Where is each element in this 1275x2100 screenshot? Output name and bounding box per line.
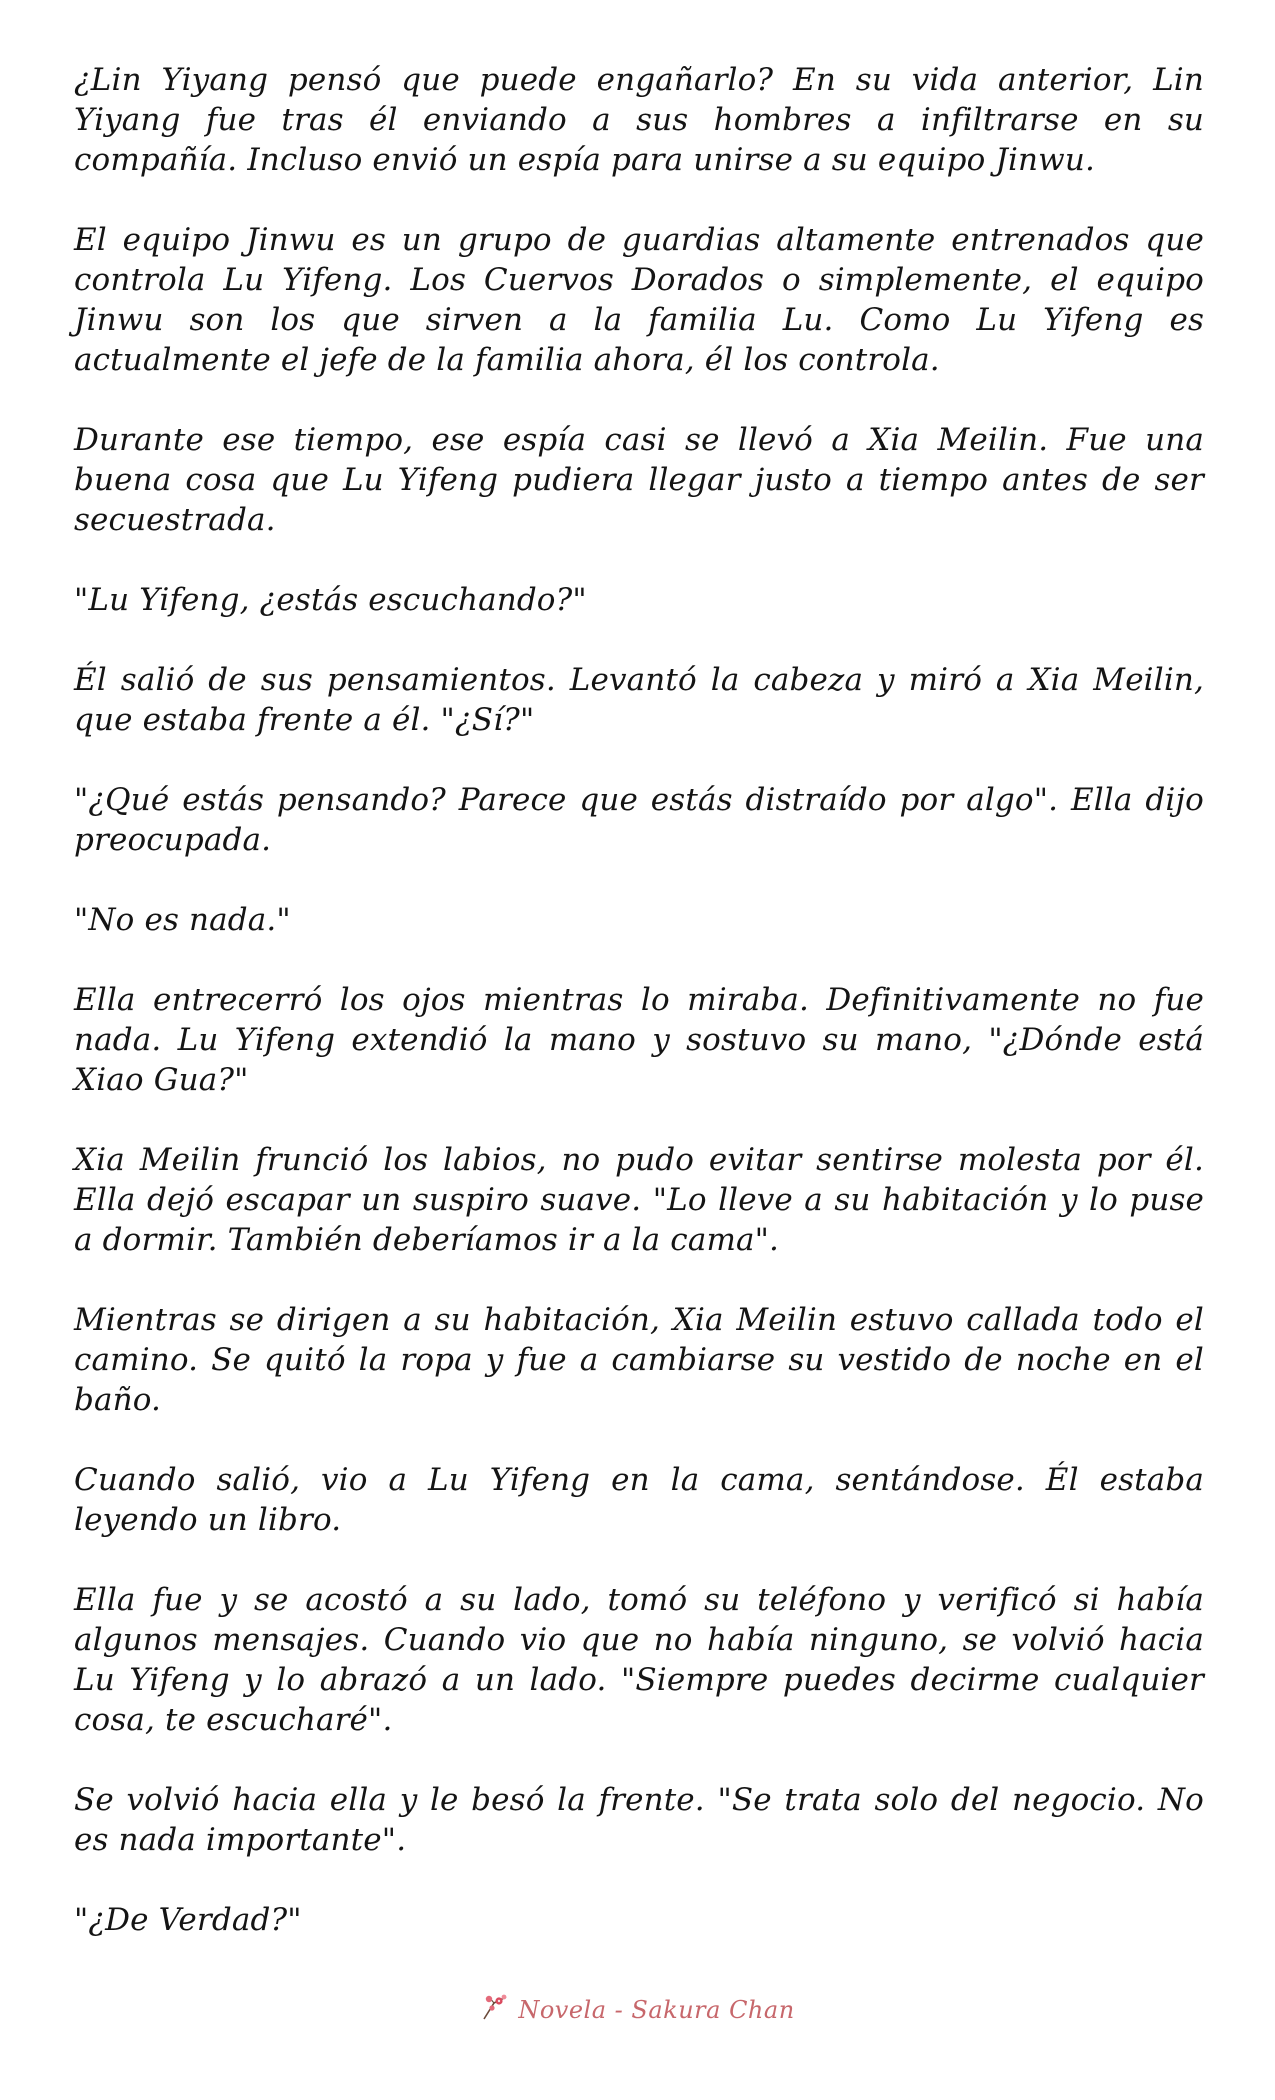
paragraph: "No es nada." xyxy=(74,902,291,938)
footer-text: Novela - Sakura Chan xyxy=(518,1995,795,2024)
paragraph: ¿Lin Yiyang pensó que puede engañarlo? En su vida anterior, Lin Yiyang fue tras él enviando a sus hombres a infiltrarse en su compañía. Incluso envió un espía para unirse a su equipo Jinwu. xyxy=(74,62,1204,178)
paragraph: Durante ese tiempo, ese espía casi se llevó a Xia Meilin. Fue una buena cosa que Lu Yifeng pudiera llegar justo a tiempo antes de ser secuestrada. xyxy=(74,422,1204,538)
document-body xyxy=(74,60,1204,1980)
paragraph: "Lu Yifeng, ¿estás escuchando?" xyxy=(74,582,587,618)
paragraph: El equipo Jinwu es un grupo de guardias altamente entrenados que controla Lu Yifeng. Los Cuervos Dorados o simplemente, el equipo Jinwu son los que sirven a la familia Lu. Como Lu Yifeng es actualmente el jefe de la familia ahora, él los controla. xyxy=(74,222,1204,378)
paragraph: Cuando salió, vio a Lu Yifeng en la cama, sentándose. Él estaba leyendo un libro. xyxy=(74,1462,1204,1538)
paragraph: Se volvió hacia ella y le besó la frente. "Se trata solo del negocio. No es nada importante". xyxy=(74,1782,1204,1858)
paragraph: Ella entrecerró los ojos mientras lo miraba. Definitivamente no fue nada. Lu Yifeng extendió la mano y sostuvo su mano, "¿Dónde está Xiao Gua?" xyxy=(74,982,1204,1098)
paragraph: "¿De Verdad?" xyxy=(74,1902,302,1938)
paragraph: Él salió de sus pensamientos. Levantó la cabeza y miró a Xia Meilin, que estaba frente a él. "¿Sí?" xyxy=(74,662,1204,738)
paragraph: Ella fue y se acostó a su lado, tomó su teléfono y verificó si había algunos mensajes. Cuando vio que no había ninguno, se volvió hacia Lu Yifeng y lo abrazó a un lado. "Siempre puedes decirme cualquier cosa, te escucharé". xyxy=(74,1582,1204,1738)
footer-watermark xyxy=(0,1993,1275,2026)
paragraph: "¿Qué estás pensando? Parece que estás distraído por algo". Ella dijo preocupada. xyxy=(74,782,1204,858)
paragraph: Xia Meilin frunció los labios, no pudo evitar sentirse molesta por él. Ella dejó escapar un suspiro suave. "Lo lleve a su habitación y lo puse a dormir. También deberíamos ir a la cama". xyxy=(74,1142,1204,1258)
sakura-flower-icon xyxy=(480,1993,510,2026)
paragraph: Mientras se dirigen a su habitación, Xia Meilin estuvo callada todo el camino. Se quitó la ropa y fue a cambiarse su vestido de noche en el baño. xyxy=(74,1302,1204,1418)
